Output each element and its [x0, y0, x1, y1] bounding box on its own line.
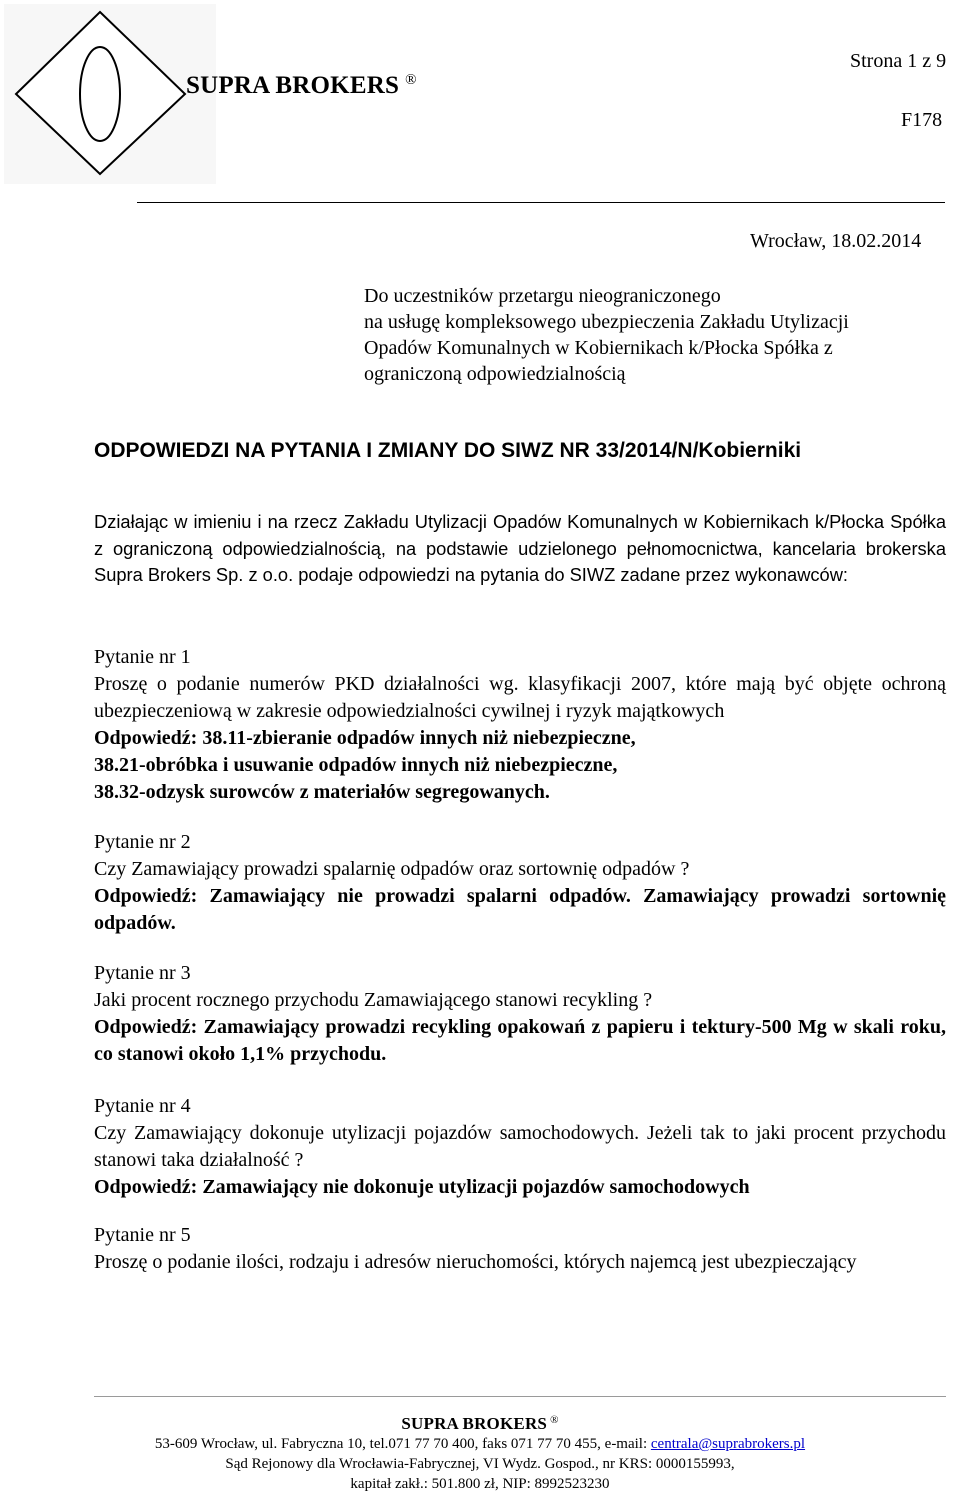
registered-mark: ®: [405, 72, 417, 88]
answer-line: 38.32-odzysk surowców z materiałów segregowanych.: [94, 781, 550, 803]
place-date: Wrocław, 18.02.2014: [750, 230, 922, 252]
form-code: F178: [901, 109, 943, 131]
question-text: Czy Zamawiający prowadzi spalarnię odpadów oraz sortownię odpadów ?: [94, 858, 690, 880]
question-block-1: [94, 644, 946, 806]
footer-address-text: 53-609 Wrocław, ul. Fabryczna 10, tel.071 77 70 400, faks 071 77 70 455, e-mail:: [154, 1436, 651, 1452]
question-block-4: [94, 1093, 946, 1201]
answer-text: Odpowiedź: Zamawiający nie dokonuje utylizacji pojazdów samochodowych: [94, 1176, 750, 1198]
question-title: Pytanie nr 1: [94, 646, 191, 668]
document-heading: ODPOWIEDZI NA PYTANIA I ZMIANY DO SIWZ NR 33/2014/N/Kobierniki: [94, 439, 802, 462]
footer-brand-text: SUPRA BROKERS: [401, 1414, 548, 1433]
email-link[interactable]: centrala@suprabrokers.pl: [650, 1436, 806, 1452]
question-block-2: [94, 829, 946, 937]
question-text: Czy Zamawiający dokonuje utylizacji pojazdów samochodowych. Jeżeli tak to jaki procent przychodu stanowi taka działalność ?: [94, 1122, 946, 1171]
company-logo: [4, 4, 216, 184]
footer-capital-info: kapitał zakł.: 501.800 zł, NIP: 8992523230: [350, 1476, 610, 1492]
question-text: Jaki procent rocznego przychodu Zamawiającego stanowi recykling ?: [94, 989, 653, 1011]
brand-name-text: SUPRA BROKERS: [186, 72, 400, 99]
intro-paragraph: Działając w imieniu i na rzecz Zakładu Utylizacji Opadów Komunalnych w Kobiernikach k/Płocka Spółka z ograniczoną odpowiedzialnością, na podstawie udzielonego pełnomocnictwa, kancelaria brokerska Supra Brokers Sp. z o.o. podaje odpowiedzi na pytania do SIWZ zadane przez wykonawców:: [94, 511, 946, 585]
answer-text: Odpowiedź: Zamawiający nie prowadzi spalarni odpadów. Zamawiający prowadzi sortownię odpadów.: [94, 885, 946, 934]
footer-brand: [0, 1410, 960, 1434]
brand-name: [186, 72, 417, 100]
page-footer: [0, 1410, 960, 1494]
answer-line: Odpowiedź: 38.11-zbieranie odpadów innych niż niebezpieczne,: [94, 727, 636, 749]
footer-address: [0, 1434, 960, 1454]
recipient-line: Opadów Komunalnych w Kobiernikach k/Płocka Spółka z: [364, 337, 833, 359]
footer-registered-mark: ®: [550, 1414, 559, 1426]
question-title: Pytanie nr 4: [94, 1095, 191, 1117]
page-indicator: Strona 1 z 9: [850, 50, 947, 72]
recipient-line: na usługę kompleksowego ubezpieczenia Zakładu Utylizacji: [364, 311, 849, 333]
question-block-3: [94, 960, 946, 1068]
header-divider: [137, 202, 945, 203]
question-title: Pytanie nr 5: [94, 1224, 191, 1246]
answer-text: Odpowiedź: Zamawiający prowadzi recykling opakowań z papieru i tektury-500 Mg w skali roku, co stanowi około 1,1% przychodu.: [94, 1016, 946, 1065]
question-block-5: [94, 1222, 946, 1276]
question-title: Pytanie nr 3: [94, 962, 191, 984]
recipient-address: [364, 283, 849, 387]
question-title: Pytanie nr 2: [94, 831, 191, 853]
answer-line: 38.21-obróbka i usuwanie odpadów innych niż niebezpieczne,: [94, 754, 618, 776]
footer-divider: [94, 1396, 946, 1397]
question-text: Proszę o podanie ilości, rodzaju i adresów nieruchomości, których najemcą jest ubezpieczający: [94, 1251, 857, 1273]
recipient-line: ograniczoną odpowiedzialnością: [364, 363, 626, 385]
footer-court-info: Sąd Rejonowy dla Wrocławia-Fabrycznej, VI Wydz. Gospod., nr KRS: 0000155993,: [225, 1456, 735, 1472]
recipient-line: Do uczestników przetargu nieograniczonego: [364, 285, 721, 307]
question-text: Proszę o podanie numerów PKD działalności wg. klasyfikacji 2007, które mają być objęte ochroną ubezpieczeniową w zakresie odpowiedzialności cywilnej i ryzyk majątkowych: [94, 673, 946, 722]
